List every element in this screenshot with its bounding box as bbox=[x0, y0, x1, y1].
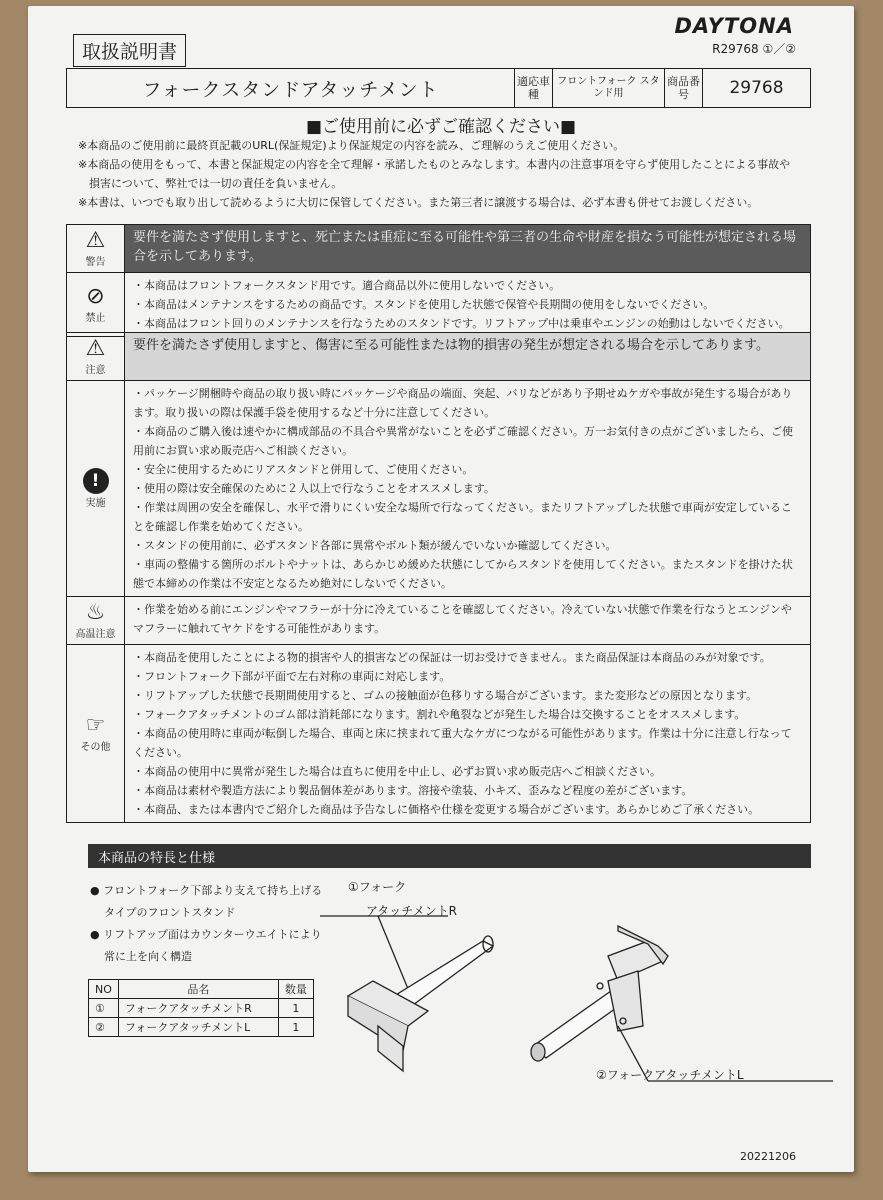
caution-label-cell: ⚠ 注意 bbox=[67, 333, 125, 380]
caution-icon: ⚠ bbox=[85, 336, 106, 361]
caution-box bbox=[66, 332, 811, 823]
list-item: ・ 安全に使用するためにリアスタンドと併用して、ご使用ください。 bbox=[133, 460, 802, 479]
pre-note: 損害について、弊社では一切の責任を負いません。 bbox=[78, 177, 343, 190]
manual-title: 取扱説明書 bbox=[73, 34, 186, 67]
warning-box bbox=[66, 224, 811, 337]
diagram-label-r2: アタッチメントR bbox=[366, 904, 458, 918]
diagram-label-l: ②フォークアタッチメントL bbox=[596, 1068, 744, 1082]
document-number: R29768 ①／② bbox=[712, 42, 796, 56]
exclamation-icon: ! bbox=[83, 468, 109, 494]
other-list bbox=[125, 645, 810, 822]
feature-line: ● リフトアップ面はカウンターウエイトにより bbox=[90, 924, 322, 946]
heat-row bbox=[67, 596, 810, 644]
prohibit-icon: ⊘ bbox=[86, 284, 105, 309]
heat-label-cell: ♨ 高温注意 bbox=[67, 597, 125, 644]
list-item: ・ 本商品、または本書内でご紹介した商品は予告なしに価格や仕様を変更する場合がございます。あらかじめご了承ください。 bbox=[133, 800, 802, 819]
table-header-row bbox=[89, 980, 314, 999]
instruction-sheet bbox=[28, 6, 854, 1172]
caution-header-row bbox=[67, 333, 810, 380]
list-item: ・ 本商品のご購入後は速やかに構成部品の不具合や異常がないことを必ずご確認ください。万一お気付きの点がございましたら、ご使用前にお買い求め販売店へご相談ください。 bbox=[133, 422, 802, 460]
execute-label-cell: ! 実施 bbox=[67, 381, 125, 596]
features-section-title: 本商品の特長と仕様 bbox=[88, 844, 811, 868]
prohibit-label-cell: ⊘ 禁止 bbox=[67, 273, 125, 336]
parts-table bbox=[88, 979, 314, 1037]
heat-list bbox=[125, 597, 810, 644]
vehicle-value: フロントフォーク スタンド用 bbox=[552, 69, 664, 107]
list-item: ・ 本商品の使用中に異常が発生した場合は直ちに使用を中止し、必ずお買い求め販売店へご相談ください。 bbox=[133, 762, 802, 781]
parts-diagram bbox=[318, 886, 838, 1126]
hot-surface-icon: ♨ bbox=[85, 600, 106, 625]
list-item: ・ リフトアップした状態で長期間使用すると、ゴムの接触面が色移りする場合がございます。また変形などの原因となります。 bbox=[133, 686, 802, 705]
table-row: ② フォークアタッチメントL 1 bbox=[89, 1018, 314, 1037]
code-label: 商品番号 bbox=[664, 69, 702, 107]
pre-notes bbox=[78, 136, 818, 212]
col-no: NO bbox=[89, 980, 119, 999]
warning-label-cell: ⚠ 警告 bbox=[67, 225, 125, 272]
vehicle-label: 適応車種 bbox=[514, 69, 552, 107]
warning-icon: ⚠ bbox=[85, 228, 106, 253]
list-item: ・ パッケージ開梱時や商品の取り扱い時にパッケージや商品の端面、突起、バリなどがあり予期せぬケガや事故が発生する場合があります。取り扱いの際は保護手袋を使用するなど十分に注意してください。 bbox=[133, 384, 802, 422]
list-item: ・ 使用の際は安全確保のために２人以上で行なうことをオススメします。 bbox=[133, 479, 802, 498]
pre-note: ※本書は、いつでも取り出して読めるように大切に保管してください。また第三者に譲渡する場合は、必ず本書も併せてお渡しください。 bbox=[78, 196, 759, 209]
pointing-hand-icon: ☞ bbox=[85, 713, 106, 738]
feature-line: タイプのフロントスタンド bbox=[104, 906, 236, 919]
diagram-label-r1: ①フォーク bbox=[348, 880, 407, 894]
col-name: 品名 bbox=[118, 980, 278, 999]
print-date: 20221206 bbox=[740, 1150, 796, 1163]
prohibit-list bbox=[125, 273, 810, 336]
table-row: ① フォークアタッチメントR 1 bbox=[89, 999, 314, 1018]
feature-line: 常に上を向く構造 bbox=[104, 950, 192, 963]
prohibit-row bbox=[67, 272, 810, 336]
warning-text: 要件を満たさず使用しますと、死亡または重症に至る可能性や第三者の生命や財産を損なう可能性が想定される場合を示してあります。 bbox=[125, 225, 810, 272]
pre-note: ※本商品のご使用前に最終頁記載のURL(保証規定)より保証規定の内容を読み、ご理解のうえご使用ください。 bbox=[78, 139, 625, 152]
list-item: ・ 本商品はフロントフォークスタンド用です。適合商品以外に使用しないでください。 bbox=[133, 276, 802, 295]
list-item: ・ スタンドの使用前に、必ずスタンド各部に異常やボルト類が緩んでいないか確認してください。 bbox=[133, 536, 802, 555]
brand-logo: DAYTONA bbox=[674, 14, 794, 38]
features-list bbox=[90, 880, 322, 968]
caution-text: 要件を満たさず使用しますと、傷害に至る可能性または物的損害の発生が想定される場合を示してあります。 bbox=[125, 333, 810, 380]
product-title-row bbox=[66, 68, 811, 108]
list-item: ・ 本商品はフロント回りのメンテナンスを行なうためのスタンドです。リフトアップ中は乗車やエンジンの始動はしないでください。 bbox=[133, 314, 802, 333]
list-item: ・ 本商品は素材や製造方法により製品個体差があります。溶接や塗装、小キズ、歪みなど程度の差がございます。 bbox=[133, 781, 802, 800]
list-item: ・ 本商品を使用したことによる物的損害や人的損害などの保証は一切お受けできません。また商品保証は本商品のみが対象です。 bbox=[133, 648, 802, 667]
pre-note: ※本商品の使用をもって、本書と保証規定の内容を全て理解・承諾したものとみなします。本書内の注意事項を守らず使用したことによる事故や bbox=[78, 158, 791, 171]
product-name: フォークスタンドアタッチメント bbox=[142, 78, 439, 101]
execute-list bbox=[125, 381, 810, 596]
attachment-r-drawing bbox=[348, 936, 493, 1071]
other-row bbox=[67, 644, 810, 822]
col-qty: 数量 bbox=[278, 980, 313, 999]
feature-line: ● フロントフォーク下部より支えて持ち上げる bbox=[90, 880, 322, 902]
leader-line-l-pointer bbox=[618, 1026, 648, 1081]
other-label-cell: ☞ その他 bbox=[67, 645, 125, 822]
product-code: 29768 bbox=[702, 69, 810, 107]
list-item: ・ 本商品はメンテナンスをするための商品です。スタンドを使用した状態で保管や長期間の使用をしないでください。 bbox=[133, 295, 802, 314]
execute-row bbox=[67, 380, 810, 596]
list-item: ・ 車両の整備する箇所のボルトやナットは、あらかじめ緩めた状態にしてからスタンドを使用してください。またスタンドを掛けた状態で本締めの作業は不安定となるため絶対にしないでください。 bbox=[133, 555, 802, 593]
list-item: ・ フロントフォーク下部が平面で左右対称の車両に対応します。 bbox=[133, 667, 802, 686]
warning-header-row bbox=[67, 225, 810, 272]
list-item: ・ 作業を始める前にエンジンやマフラーが十分に冷えていることを確認してください。冷えていない状態で作業を行なうとエンジンやマフラーに触れてヤケドをする可能性があります。 bbox=[133, 600, 802, 638]
attachment-l-drawing bbox=[531, 926, 668, 1061]
list-item: ・ フォークアタッチメントのゴム部は消耗部になります。割れや亀裂などが発生した場合は交換することをオススメします。 bbox=[133, 705, 802, 724]
list-item: ・ 作業は周囲の安全を確保し、水平で滑りにくい安全な場所で行なってください。またリフトアップした状態で車両が安定していることを確認し作業を始めてください。 bbox=[133, 498, 802, 536]
list-item: ・ 本商品の使用時に車両が転倒した場合、車両と床に挟まれて重大なケガにつながる可能性があります。作業は十分に注意し行なってください。 bbox=[133, 724, 802, 762]
notice-heading: ■ご使用前に必ずご確認ください■ bbox=[305, 117, 577, 137]
